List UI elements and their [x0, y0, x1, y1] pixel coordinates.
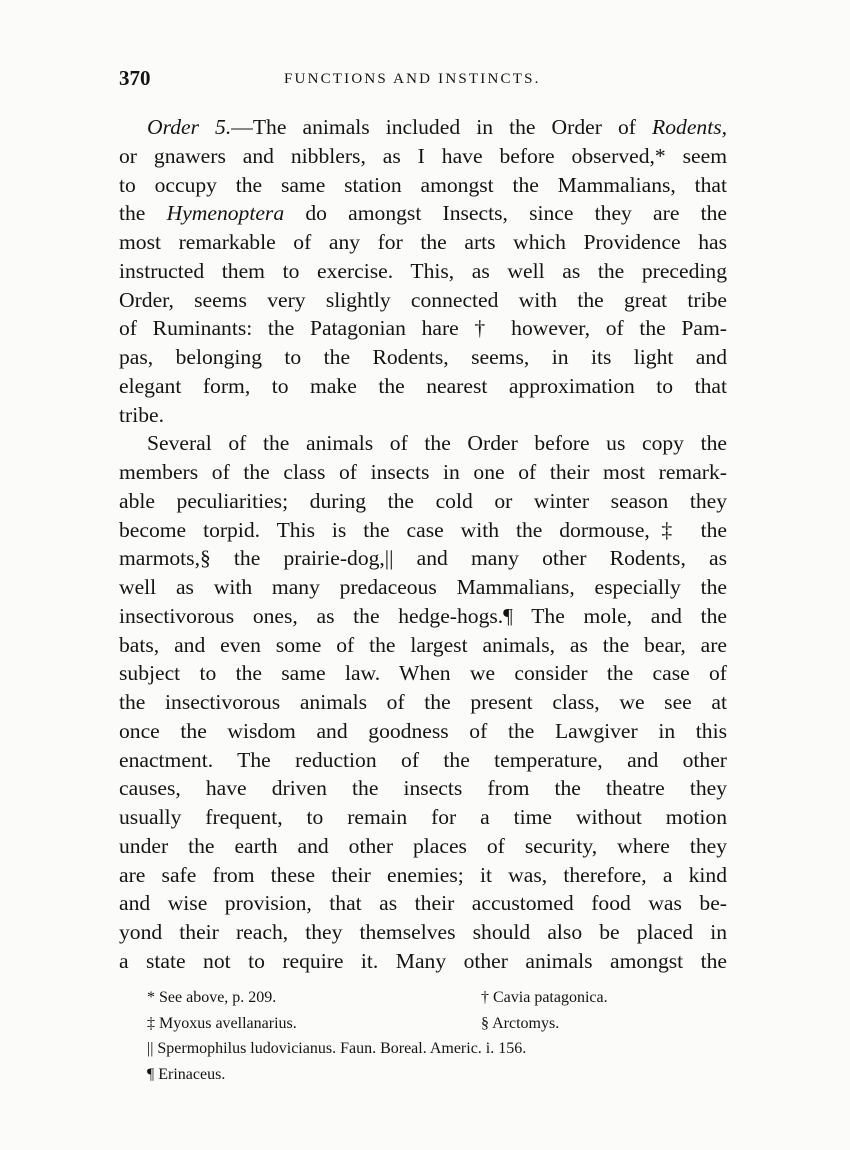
text-line: causes, have driven the insects from the theatre they [119, 776, 727, 801]
text-line: Several of the animals of the Order before us copy the [147, 431, 727, 456]
text-line: become torpid. This is the case with the dormouse,‡ the [119, 517, 727, 542]
text-line: most remarkable of any for the arts which Providence has [119, 230, 727, 254]
text-line: tribe. [119, 402, 164, 427]
body-text [119, 113, 727, 976]
text-line: insectivorous ones, as the hedge-hogs.¶ The mole, and the [119, 603, 727, 628]
text-span: do amongst Insects, since they are the [284, 201, 727, 226]
order-label: Order 5. [147, 115, 232, 139]
page-header [119, 66, 731, 96]
text-line: able peculiarities; during the cold or winter season they [119, 488, 727, 513]
text-line: yond their reach, they themselves should also be placed in [119, 920, 727, 944]
footnote-row [147, 1011, 707, 1037]
text-line: to occupy the same station amongst the Mammalians, that [119, 172, 727, 197]
text-line: usually frequent, to remain for a time without motion [119, 805, 727, 829]
text-line: bats, and even some of the largest animals, as the bear, are [119, 632, 727, 657]
text-line [119, 199, 727, 228]
text-line: are safe from these their enemies; it was, therefore, a kind [119, 862, 727, 887]
footnotes [147, 985, 707, 1087]
footnote-see-above: * See above, p. 209. [147, 989, 277, 1006]
text-span: the [119, 201, 167, 226]
text-line [119, 113, 727, 142]
text-line: the insectivorous animals of the present class, we see at [119, 690, 727, 714]
text-line: of Ruminants: the Patagonian hare † however, of the Pam- [119, 316, 727, 341]
footnote-erinaceus: ¶ Erinaceus. [147, 1065, 226, 1083]
running-head: FUNCTIONS AND INSTINCTS. [284, 71, 541, 87]
rodents-term: Rodents, [652, 115, 728, 139]
text-line: well as with many predaceous Mammalians, especially the [119, 575, 727, 599]
text-line: marmots,§ the prairie-dog,|| and many other Rodents, as [119, 546, 727, 571]
text-line: Order, seems very slightly connected with the great tribe [119, 287, 727, 312]
footnote-row [147, 985, 707, 1011]
text-line: subject to the same law. When we consider the case of [119, 661, 727, 686]
text-line: elegant form, to make the nearest approximation to that [119, 373, 727, 398]
text-line: or gnawers and nibblers, as I have before observed,* seem [119, 143, 727, 168]
footnote-spermophilus: || Spermophilus ludovicianus. Faun. Boreal. Americ. i. 156. [147, 1040, 527, 1057]
footnote-arctomys: § Arctomys. [481, 1014, 560, 1032]
footnote-myoxus: ‡ Myoxus avellanarius. [147, 1014, 297, 1032]
page-number: 370 [119, 66, 151, 90]
text-line: enactment. The reduction of the temperature, and other [119, 747, 727, 772]
text-line: under the earth and other places of security, where they [119, 833, 727, 858]
footnote-cavia: † Cavia patagonica. [481, 989, 608, 1006]
text-line: a state not to require it. Many other animals amongst the [119, 948, 727, 973]
text-span: —The animals included in the Order of [231, 115, 653, 139]
text-line: once the wisdom and goodness of the Lawgiver in this [119, 718, 727, 743]
text-line: and wise provision, that as their accustomed food was be- [119, 891, 727, 916]
hymenoptera-term: Hymenoptera [166, 201, 285, 226]
text-line: instructed them to exercise. This, as well as the preceding [119, 258, 727, 283]
text-line: members of the class of insects in one of their most remark- [119, 460, 727, 484]
text-line: pas, belonging to the Rodents, seems, in its light and [119, 345, 727, 369]
